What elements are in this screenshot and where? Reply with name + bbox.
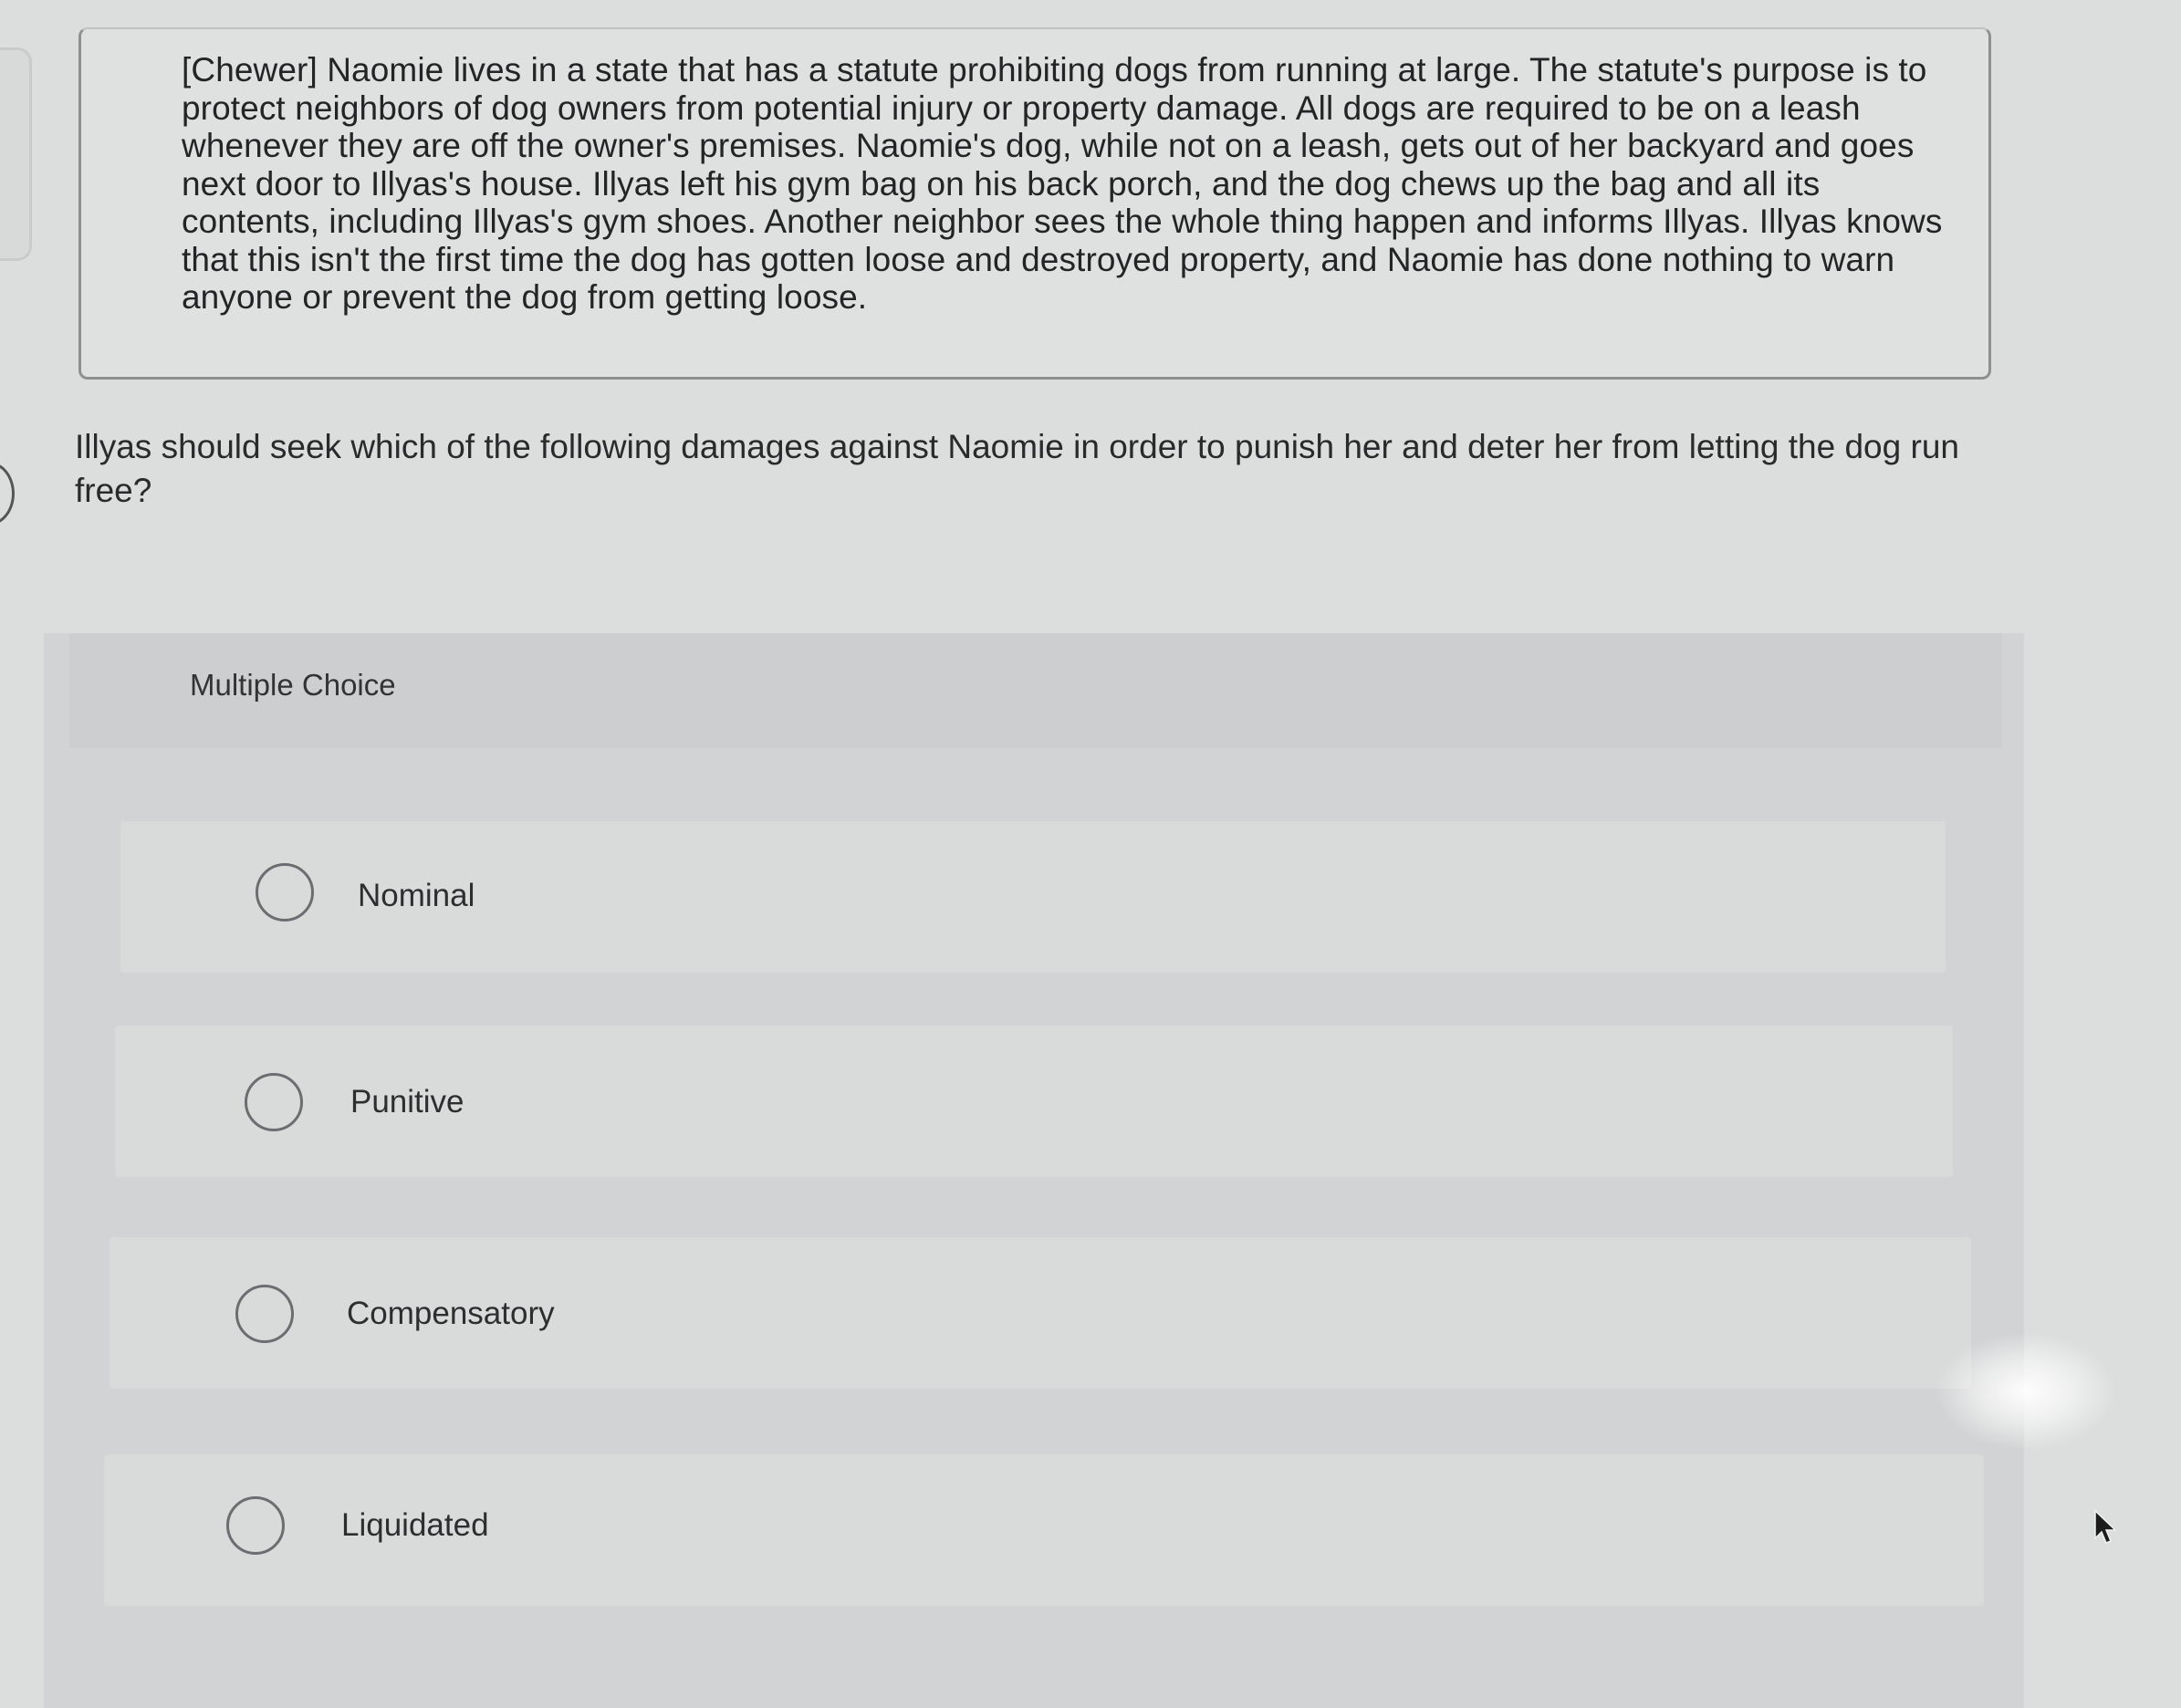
answer-option-label: Liquidated: [341, 1507, 489, 1543]
left-edge-panel-tab: [0, 47, 32, 261]
answer-option-label: Nominal: [358, 878, 475, 913]
multiple-choice-panel: [44, 633, 2024, 1708]
radio-unchecked-icon[interactable]: [245, 1073, 303, 1131]
question-prompt: Illyas should seek which of the following damages against Naomie in order to punish her and deter her from letting the dog run free?: [75, 428, 1959, 509]
question-stem-text: [Chewer] Naomie lives in a state that has a statute prohibiting dogs from running at large. The statute's purpose is to protect neighbors of dog owners from potential injury or property damage. All dogs are required to be on a leash whenever they are off the owner's premises. Naomie's dog, while not on a leash, gets out of her backyard and goes next door to Illyas's house. Illyas left his gym bag on his back porch, and the dog chews up the bag and all its contents, including Illyas's gym shoes. Another neighbor sees the whole thing happen and informs Illyas. Illyas knows that this isn't the first time the dog has gotten loose and destroyed property, and Naomie has done nothing to warn anyone or prevent the dog from getting loose.: [182, 51, 1943, 316]
answer-option-liquidated[interactable]: [104, 1454, 1984, 1606]
radio-unchecked-icon[interactable]: [226, 1496, 285, 1555]
screen-glare: [1935, 1332, 2117, 1451]
multiple-choice-header: [69, 633, 2002, 748]
answer-option-punitive[interactable]: [115, 1026, 1953, 1177]
mouse-pointer-icon: [2093, 1509, 2119, 1546]
answer-option-label: Punitive: [350, 1084, 464, 1120]
answer-option-nominal[interactable]: [120, 821, 1946, 973]
answer-option-compensatory[interactable]: [110, 1237, 1971, 1389]
multiple-choice-label: Multiple Choice: [190, 668, 396, 702]
question-stem-box: [78, 27, 1991, 380]
left-edge-arc: [0, 462, 15, 526]
answer-option-label: Compensatory: [347, 1296, 555, 1331]
radio-unchecked-icon[interactable]: [235, 1285, 294, 1343]
radio-unchecked-icon[interactable]: [256, 863, 314, 922]
